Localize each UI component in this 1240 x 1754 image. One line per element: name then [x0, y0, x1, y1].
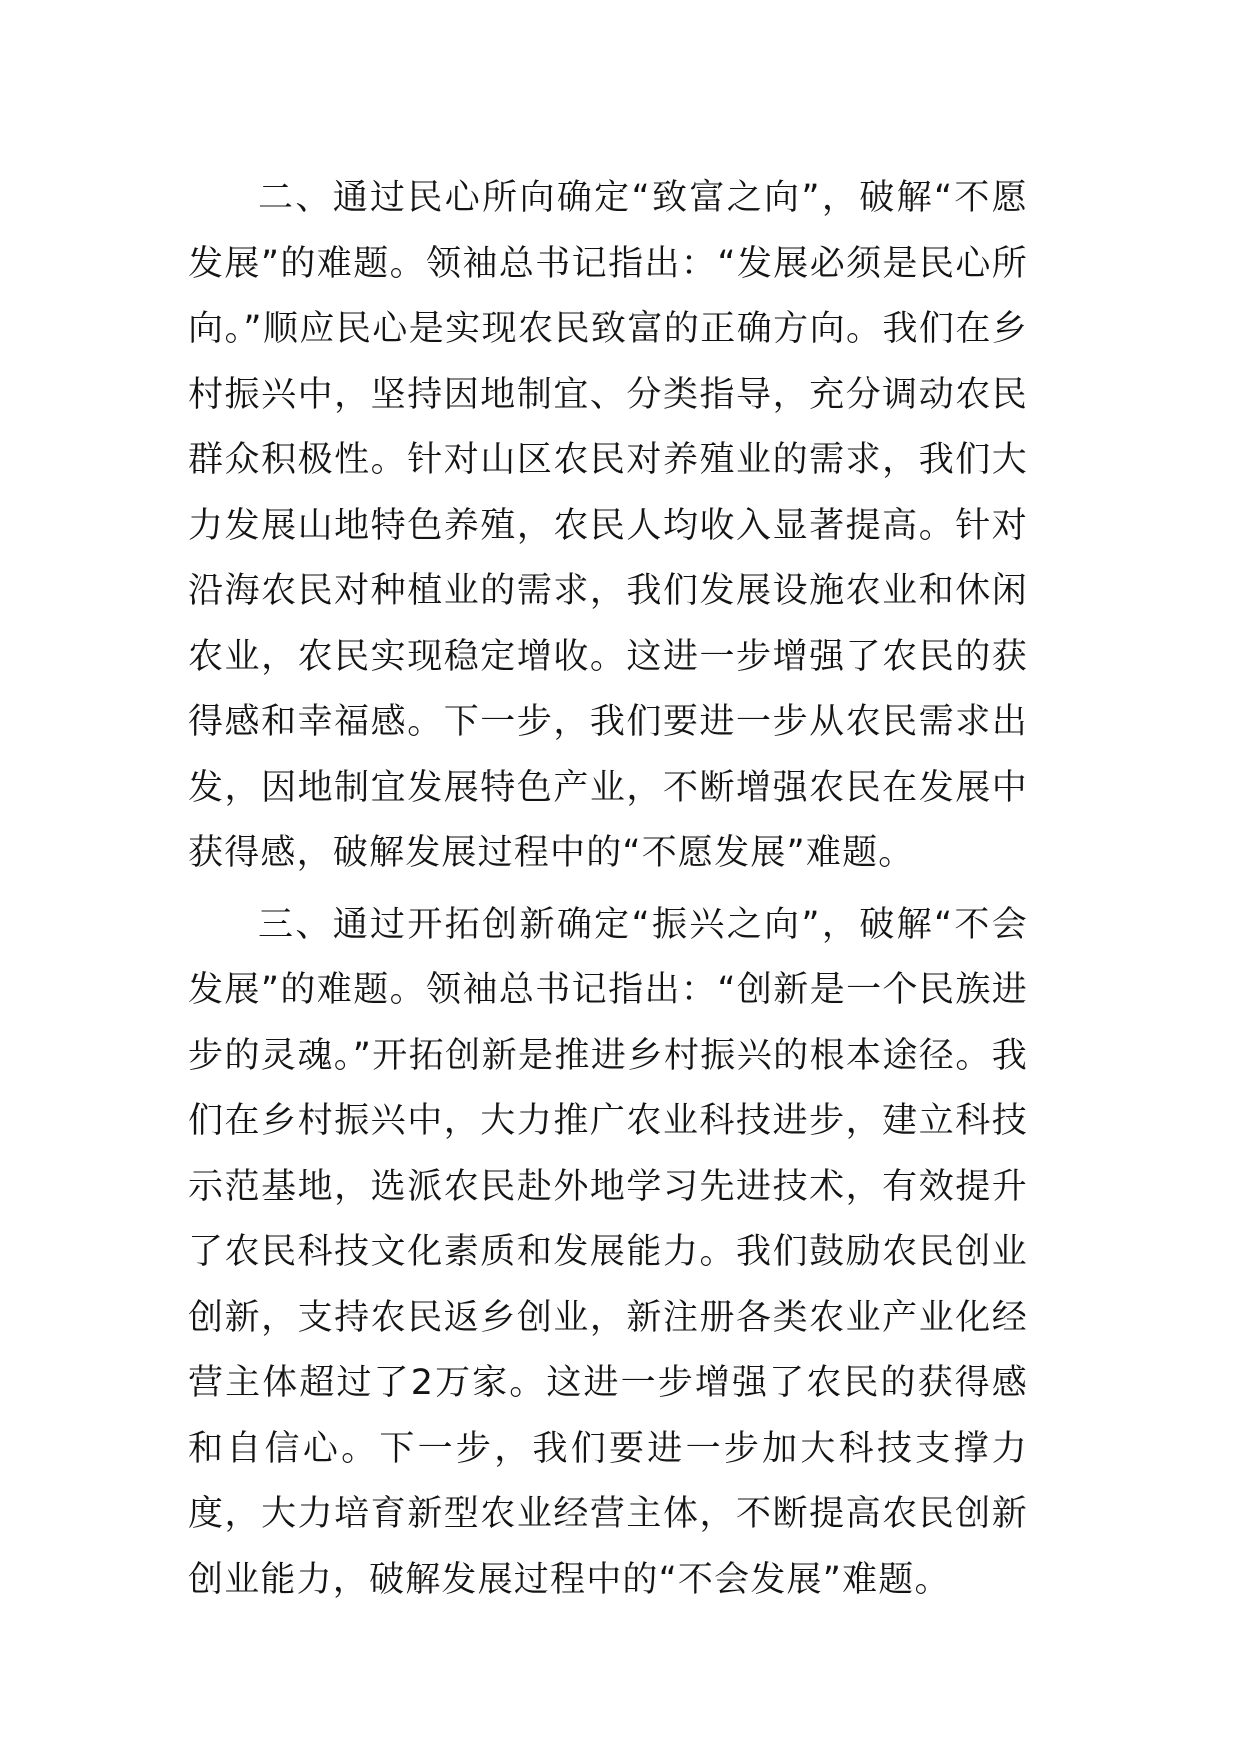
article-body	[188, 166, 1028, 1619]
paragraph-zhifu-zhixiang: 二、通过民心所向确定“致富之向”，破解“不愿发展”的难题。领袖总书记指出：“发展必须是民心所向。”顺应民心是实现农民致富的正确方向。我们在乡村振兴中，坚持因地制宜、分类指导，充分调动农民群众积极性。针对山区农民对养殖业的需求，我们大力发展山地特色养殖，农民人均收入显著提高。针对沿海农民对种植业的需求，我们发展设施农业和休闲农业，农民实现稳定增收。这进一步增强了农民的获得感和幸福感。下一步，我们要进一步从农民需求出发，因地制宜发展特色产业，不断增强农民在发展中获得感，破解发展过程中的“不愿发展”难题。	[188, 178, 1028, 873]
paragraph-zhenxing-zhixiang: 三、通过开拓创新确定“振兴之向”，破解“不会发展”的难题。领袖总书记指出：“创新是一个民族进步的灵魂。”开拓创新是推进乡村振兴的根本途径。我们在乡村振兴中，大力推广农业科技进步，建立科技示范基地，选派农民赴外地学习先进技术，有效提升了农民科技文化素质和发展能力。我们鼓励农民创业创新，支持农民返乡创业，新注册各类农业产业化经营主体超过了2万家。这进一步增强了农民的获得感和自信心。下一步，我们要进一步加大科技支撑力度，大力培育新型农业经营主体，不断提高农民创新创业能力，破解发展过程中的“不会发展”难题。	[188, 904, 1028, 1600]
